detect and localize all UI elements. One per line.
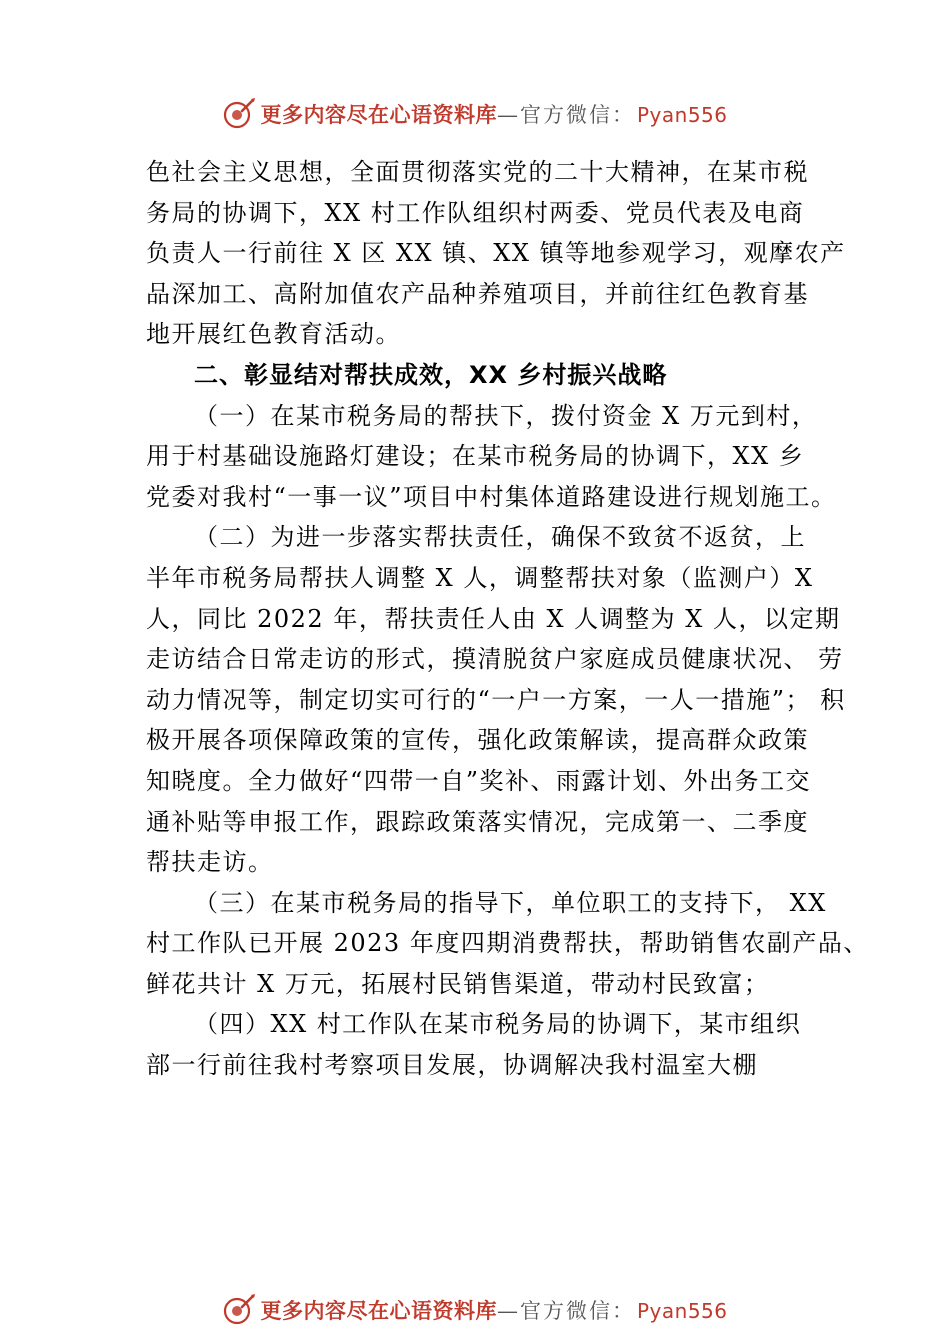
paragraph-line: 色社会主义思想，全面贯彻落实党的二十大精神，在某市税 (146, 158, 809, 186)
footer-watermark-banner (0, 1290, 950, 1330)
section-heading: 二、彰显结对帮扶成效，XX 乡村振兴战略 (194, 360, 668, 389)
header-watermark-banner (0, 94, 950, 134)
watermark-wechat-id: Pyan556 (636, 1299, 728, 1323)
paragraph-line: （四）XX 村工作队在某市税务局的协调下，某市组织 (194, 1010, 802, 1039)
watermark-label: 官方微信： (519, 103, 635, 127)
paragraph-line: 鲜花共计 X 万元，拓展村民销售渠道，带动村民致富； (146, 969, 770, 998)
paragraph-line: 地开展红色教育活动。 (146, 320, 401, 349)
paragraph-line: （三）在某市税务局的指导下，单位职工的支持下， XX (194, 888, 827, 917)
paragraph-line: 动力情况等，制定切实可行的“一户一方案，一人一措施”； 积 (146, 685, 846, 714)
paragraph-line: 党委对我村“一事一议”项目中村集体道路建设进行规划施工。 (146, 482, 837, 511)
paragraph-line: （二）为进一步落实帮扶责任，确保不致贫不返贫，上 (194, 523, 806, 552)
brush-logo-icon (222, 1293, 256, 1327)
document-body (146, 152, 869, 1086)
paragraph-line: （一）在某市税务局的帮扶下，拨付资金 X 万元到村， (194, 401, 818, 430)
paragraph-line: 务局的协调下，XX 村工作队组织村两委、党员代表及电商 (146, 198, 805, 227)
watermark-label: 官方微信： (519, 1299, 635, 1323)
paragraph-line: 负责人一行前往 X 区 XX 镇、XX 镇等地参观学习，观摩农产 (146, 239, 846, 268)
paragraph-line: 极开展各项保障政策的宣传，强化政策解读，提高群众政策 (146, 726, 809, 755)
paragraph-line: 帮扶走访。 (146, 848, 274, 877)
paragraph-line: 村工作队已开展 2023 年度四期消费帮扶，帮助销售农副产品、 (146, 929, 869, 958)
paragraph-line: 人，同比 2022 年，帮扶责任人由 X 人调整为 X 人，以定期 (146, 604, 841, 633)
watermark-dash: — (496, 1299, 520, 1323)
watermark-brand: 更多内容尽在心语资料库 (260, 1298, 497, 1323)
paragraph-line: 走访结合日常走访的形式，摸清脱贫户家庭成员健康状况、 劳 (146, 645, 844, 674)
paragraph-line: 知晓度。全力做好“四带一自”奖补、雨露计划、外出务工交 (146, 766, 812, 795)
watermark-dash: — (496, 103, 520, 127)
paragraph-line: 用于村基础设施路灯建设；在某市税务局的协调下，XX 乡 (146, 442, 805, 471)
paragraph-line: 品深加工、高附加值农产品种养殖项目，并前往红色教育基 (146, 279, 809, 308)
watermark-text (260, 1295, 727, 1325)
paragraph-line: 部一行前往我村考察项目发展，协调解决我村温室大棚 (146, 1051, 758, 1080)
paragraph-line: 半年市税务局帮扶人调整 X 人，调整帮扶对象（监测户）X (146, 563, 814, 592)
watermark-wechat-id: Pyan556 (636, 103, 728, 127)
watermark-text (260, 99, 727, 129)
watermark-brand: 更多内容尽在心语资料库 (260, 102, 497, 127)
paragraph-line: 通补贴等申报工作，跟踪政策落实情况，完成第一、二季度 (146, 807, 809, 836)
brush-logo-icon (222, 97, 256, 131)
